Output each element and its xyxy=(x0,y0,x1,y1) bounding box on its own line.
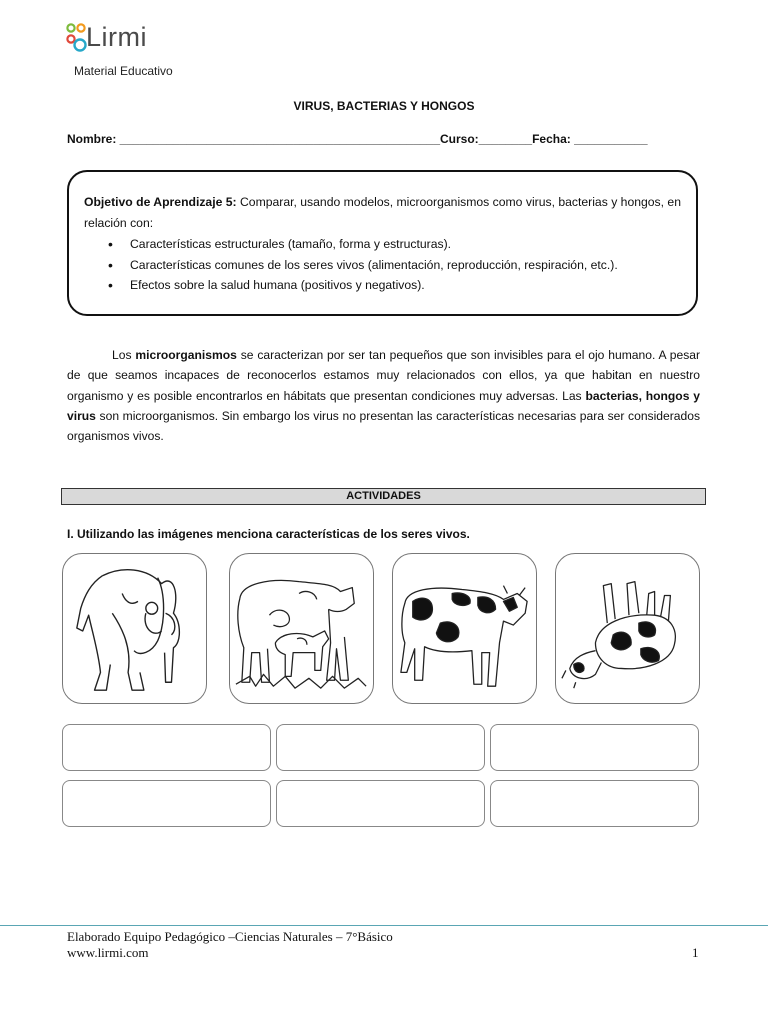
dead-cow-image xyxy=(555,553,700,704)
brand-tagline: Material Educativo xyxy=(74,64,173,78)
student-info-line: Nombre: ________________________________________________Curso:________Fecha: ___________ xyxy=(67,132,648,146)
objective-list xyxy=(84,234,684,296)
intro-bold: microorganismos xyxy=(135,348,237,362)
answer-box[interactable] xyxy=(276,780,485,827)
objective-text xyxy=(84,192,684,296)
answer-box[interactable] xyxy=(62,724,271,771)
answer-box[interactable] xyxy=(62,780,271,827)
footer-credits xyxy=(67,929,393,961)
answer-box[interactable] xyxy=(490,724,699,771)
objective-label: Objetivo de Aprendizaje 5: xyxy=(84,195,237,209)
footer-rule xyxy=(0,925,768,926)
intro-text: se caracterizan por ser tan pequeños que son invisibles para el ojo humano. A pesar de que seamos incapaces de reconocerlos estamos muy relacionados con ellos, ya que habitan en nuestro organismo y es posible encontrarlos en hábitats que presentan condiciones muy adversas. Las xyxy=(67,348,701,403)
brand-name: Lirmi xyxy=(86,22,147,52)
cow-nursing-calf-image xyxy=(229,553,374,704)
intro-bold: bacterias, hongos y virus xyxy=(67,388,700,423)
intro-paragraph xyxy=(67,345,700,446)
cow-grazing-image xyxy=(392,553,537,704)
intro-text: son microorganismos. Sin embargo los virus no presentan las características necesarias para ser considerados organismos vivos. xyxy=(67,408,700,444)
objective-description: Comparar, usando modelos, microorganismos como virus, bacterias y hongos, en relación con: xyxy=(84,195,681,230)
answer-box[interactable] xyxy=(490,780,699,827)
question-1: I. Utilizando las imágenes menciona características de los seres vivos. xyxy=(67,527,470,541)
footer-credit-line: Elaborado Equipo Pedagógico –Ciencias Naturales – 7°Básico xyxy=(67,929,393,944)
objective-bullet: • Características comunes de los seres vivos (alimentación, reproducción, respiración, etc.). xyxy=(130,255,684,276)
answer-box[interactable] xyxy=(276,724,485,771)
page-title: VIRUS, BACTERIAS Y HONGOS xyxy=(293,99,475,113)
lirmi-logo-icon xyxy=(66,22,88,59)
objective-bullet: • Efectos sobre la salud humana (positivos y negativos). xyxy=(130,275,684,296)
page-number: 1 xyxy=(692,945,699,960)
cow-being-milked-image xyxy=(62,553,207,704)
footer-url[interactable]: www.lirmi.com xyxy=(67,945,149,960)
intro-text: Los xyxy=(112,348,136,362)
activities-header: ACTIVIDADES xyxy=(61,488,706,505)
objective-bullet: • Características estructurales (tamaño, forma y estructuras). xyxy=(130,234,684,255)
